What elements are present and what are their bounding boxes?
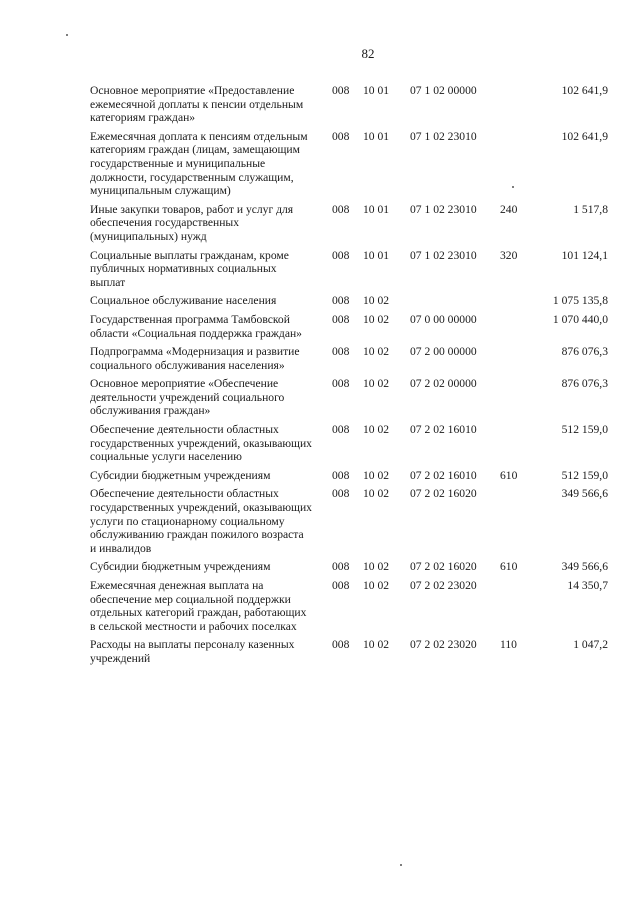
department-code-cell: 008 (332, 377, 350, 391)
table-row (90, 249, 608, 290)
section-subsection-cell: 10 01 (363, 129, 390, 143)
expense-name-cell: Основное мероприятие «Обеспечение деятельности учреждений социального обслуживания граждан» (90, 377, 285, 418)
department-code-cell: 008 (332, 423, 350, 437)
department-code-cell: 008 (332, 202, 350, 216)
department-code-cell: 008 (332, 468, 350, 482)
expense-name-cell: Обеспечение деятельности областных государственных учреждений, оказывающих услуги по стационарному социальному обслуживанию граждан пожилого возраста и инвалидов (90, 487, 312, 555)
amount-cell: 1 070 440,0 (552, 312, 608, 326)
department-code-cell: 008 (332, 129, 350, 143)
amount-cell: 14 350,7 (567, 579, 608, 592)
table-row (90, 423, 608, 464)
department-code-cell: 008 (332, 312, 350, 326)
department-code-cell: 008 (332, 248, 350, 262)
department-code-cell: 008 (332, 579, 350, 592)
page-number: 82 (361, 46, 375, 61)
amount-cell: 102 641,9 (561, 129, 608, 143)
section-subsection-cell: 10 02 (363, 487, 390, 501)
expense-name-cell: Основное мероприятие «Предоставление ежемесячной доплаты к пенсии отдельным категориям граждан» (90, 84, 304, 125)
expense-name-cell: Социальное обслуживание населения (90, 294, 277, 308)
expense-name-cell: Расходы на выплаты персоналу казенных учреждений (90, 638, 295, 665)
target-article-cell: 07 0 00 00000 (410, 312, 477, 326)
table-row (90, 294, 608, 308)
table-row (90, 487, 608, 555)
department-code-cell: 008 (332, 487, 350, 501)
section-subsection-cell: 10 02 (363, 638, 390, 652)
target-article-cell: 07 2 02 16010 (410, 468, 477, 482)
target-article-cell: 07 1 02 23010 (410, 248, 477, 262)
target-article-cell: 07 1 02 23010 (410, 129, 477, 143)
table-row (90, 130, 608, 198)
target-article-cell: 07 2 02 16020 (410, 487, 477, 501)
table-row (90, 203, 608, 244)
table-row (90, 560, 608, 574)
section-subsection-cell: 10 02 (363, 345, 390, 359)
target-article-cell: 07 2 02 16010 (410, 423, 477, 437)
table-row (90, 579, 608, 633)
expense-name-cell: Обеспечение деятельности областных государственных учреждений, оказывающих социальные услуги населению (90, 423, 312, 464)
section-subsection-cell: 10 02 (363, 377, 390, 391)
amount-cell: 101 124,1 (561, 248, 608, 262)
section-subsection-cell: 10 02 (363, 423, 390, 437)
department-code-cell: 008 (332, 638, 350, 652)
section-subsection-cell: 10 01 (363, 248, 390, 262)
target-article-cell: 07 2 02 23020 (410, 638, 477, 652)
amount-cell: 512 159,0 (561, 423, 608, 437)
amount-cell: 512 159,0 (561, 468, 608, 482)
target-article-cell: 07 2 02 23020 (410, 579, 477, 592)
target-article-cell: 07 1 02 00000 (410, 84, 477, 97)
amount-cell: 876 076,3 (561, 377, 608, 391)
table-row (90, 469, 608, 483)
expense-name-cell: Подпрограмма «Модернизация и развитие социального обслуживания населения» (90, 345, 300, 372)
amount-cell: 1 047,2 (573, 638, 608, 652)
expense-type-cell: 610 (500, 468, 518, 482)
expense-name-cell: Социальные выплаты гражданам, кроме публичных нормативных социальных выплат (90, 248, 289, 289)
target-article-cell: 07 2 02 00000 (410, 377, 477, 391)
department-code-cell: 008 (332, 294, 350, 308)
expense-type-cell: 320 (500, 248, 518, 262)
expense-name-cell: Ежемесячная денежная выплата на обеспечение мер социальной поддержки отдельных категорий граждан, работающих в сельской местности и рабочих поселках (90, 579, 307, 633)
department-code-cell: 008 (332, 560, 350, 574)
section-subsection-cell: 10 02 (363, 312, 390, 326)
section-subsection-cell: 10 02 (363, 579, 390, 592)
target-article-cell: 07 2 00 00000 (410, 345, 477, 359)
expense-name-cell: Субсидии бюджетным учреждениям (90, 468, 271, 482)
target-article-cell: 07 1 02 23010 (410, 202, 477, 216)
department-code-cell: 008 (332, 84, 350, 97)
expense-name-cell: Субсидии бюджетным учреждениям (90, 560, 271, 574)
expense-name-cell: Ежемесячная доплата к пенсиям отдельным категориям граждан (лицам, замещающим государственные и муниципальные должности, государственным служащим, муниципальным служащим) (90, 129, 308, 198)
scan-speck (400, 864, 402, 866)
section-subsection-cell: 10 02 (363, 560, 390, 574)
table-row (90, 638, 608, 665)
target-article-cell: 07 2 02 16020 (410, 560, 477, 574)
budget-table (90, 84, 608, 671)
expense-type-cell: 610 (500, 560, 518, 574)
amount-cell: 102 641,9 (561, 84, 608, 97)
table-row (90, 84, 608, 125)
table-row (90, 313, 608, 340)
section-subsection-cell: 10 02 (363, 294, 390, 308)
expense-type-cell: 240 (500, 202, 518, 216)
table-row (90, 345, 608, 372)
expense-type-cell: 110 (500, 638, 517, 652)
section-subsection-cell: 10 01 (363, 202, 390, 216)
amount-cell: 349 566,6 (561, 560, 608, 574)
scan-speck (66, 34, 68, 36)
section-subsection-cell: 10 01 (363, 84, 390, 97)
amount-cell: 349 566,6 (561, 487, 608, 501)
expense-name-cell: Иные закупки товаров, работ и услуг для обеспечения государственных (муниципальных) нужд (90, 202, 294, 243)
table-row (90, 377, 608, 418)
expense-name-cell: Государственная программа Тамбовской области «Социальная поддержка граждан» (90, 312, 302, 340)
amount-cell: 1 075 135,8 (552, 294, 608, 308)
section-subsection-cell: 10 02 (363, 468, 390, 482)
amount-cell: 876 076,3 (561, 345, 608, 359)
amount-cell: 1 517,8 (573, 202, 608, 216)
department-code-cell: 008 (332, 345, 350, 359)
